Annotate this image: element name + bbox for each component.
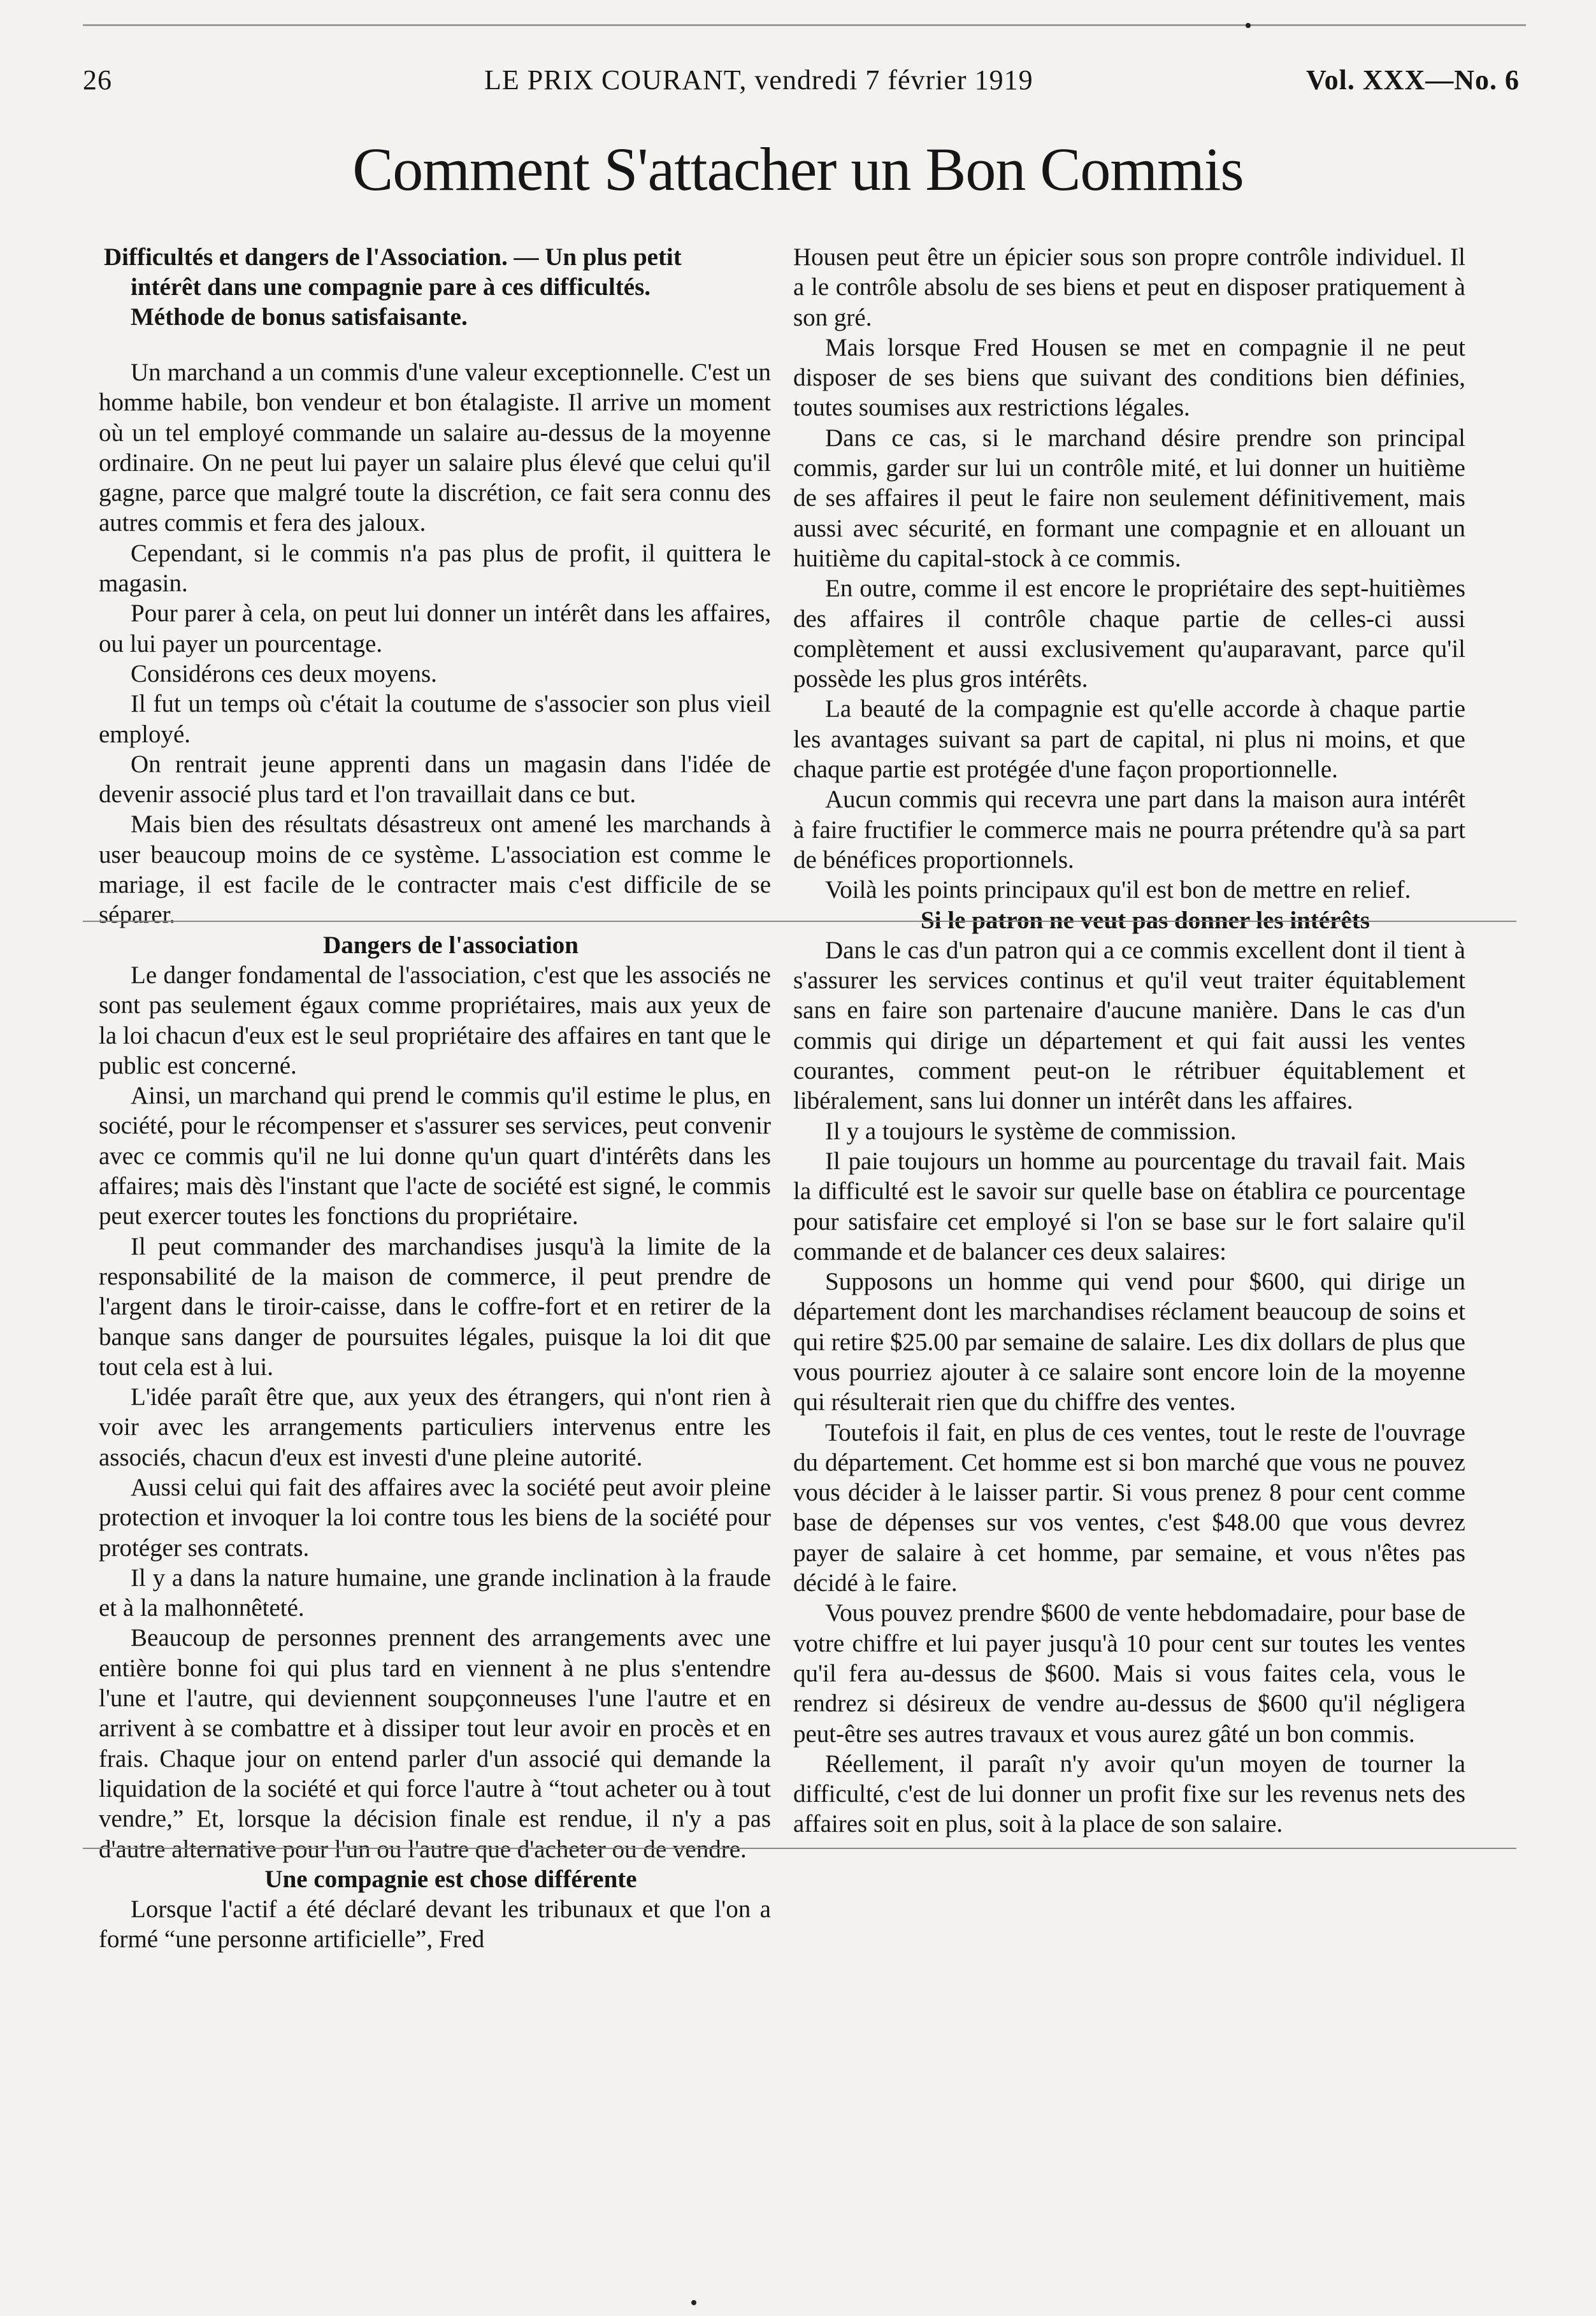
speck — [691, 2300, 696, 2305]
paragraph: Il peut commander des marchandises jusqu'à la limite de la responsabilité de la maison de commerce, il peut prendre de l'argent dans le tiroir-caisse, dans le coffre-fort et en retirer de la banque sans danger de poursuites légales, puisque la loi dit que tout cela est à lui. — [99, 1232, 771, 1381]
paragraph: Un marchand a un commis d'une valeur exceptionnelle. C'est un homme habile, bon vendeur et bon étalagiste. Il arrive un moment où un tel employé commande un salaire au-dessus de la moyenne ordinaire. On ne peut lui payer un salaire plus élevé que celui qu'il gagne, parce que malgré toute la discrétion, ce fait sera connu des autres commis et fera des jaloux. — [99, 359, 771, 537]
paragraph: En outre, comme il est encore le propriétaire des sept-huitièmes des affaires il contrôle chaque partie de celles-ci aussi complètement et aussi exclusivement qu'auparavant, parce qu'il possède les plus gros intérêts. — [793, 575, 1465, 693]
article-summary — [99, 242, 771, 332]
paragraph: Il paie toujours un homme au pourcentage du travail fait. Mais la difficulté est le savoir sur quelle base on établira ce pourcentage pour satisfaire cet employé si l'on se base sur le fort salaire qu'il commande et de balancer ces deux salaires: — [793, 1147, 1465, 1265]
speck — [1246, 23, 1251, 28]
paragraph: Aussi celui qui fait des affaires avec la société peut avoir pleine protection et invoquer la loi contre tous les biens de la société pour protéger ses contrats. — [99, 1473, 771, 1562]
summary-line: Difficultés et dangers de l'Association. — Un plus petit — [104, 243, 682, 271]
left-column — [99, 242, 771, 1955]
paragraph: On rentrait jeune apprenti dans un magasin dans l'idée de devenir associé plus tard et l'on travaillait dans ce but. — [99, 750, 771, 809]
paragraph: Voilà les points principaux qu'il est bon de mettre en relief. — [825, 876, 1411, 904]
paragraph: Cependant, si le commis n'a pas plus de profit, il quittera le magasin. — [99, 539, 771, 598]
paragraph: Le danger fondamental de l'association, c'est que les associés ne sont pas seulement égaux comme propriétaires, mais aux yeux de la loi chacun d'eux est le seul propriétaire des affaires en tant que le public est concerné. — [99, 961, 771, 1079]
section-heading: Dangers de l'association — [323, 931, 579, 959]
volume-number: Vol. XXX—No. 6 — [1305, 64, 1520, 96]
scan-crease-line — [83, 1848, 1516, 1849]
scan-crease-line — [83, 921, 1516, 922]
paragraph: Dans ce cas, si le marchand désire prendre son principal commis, garder sur lui un contrôle mité, et lui donner un huitième de ses affaires il peut le faire non seulement définitivement, mais aussi avec sécurité, en formant une compagnie et en allouant un huitième du capital-stock à ce commis. — [793, 424, 1465, 572]
top-rule — [83, 24, 1526, 26]
paragraph: La beauté de la compagnie est qu'elle accorde à chaque partie les avantages suivant sa part de capital, ni plus ni moins, et que chaque partie est protégée d'une façon proportionnelle. — [793, 695, 1465, 784]
page-number: 26 — [83, 64, 112, 96]
paragraph: Ainsi, un marchand qui prend le commis qu'il estime le plus, en société, pour le récompenser et s'assurer ses services, peut convenir avec ce commis qu'il ne lui donne qu'un quart d'intérêts dans les affaires; mais dès l'instant que l'acte de société est signé, le commis peut exercer toutes les fonctions du propriétaire. — [99, 1082, 771, 1230]
summary-line: intérêt dans une compagnie pare à ces difficultés. — [131, 273, 651, 301]
paragraph: Réellement, il paraît n'y avoir qu'un moyen de tourner la difficulté, c'est de lui donner un profit fixe sur les revenus nets des affaires soit en plus, soit à la place de son salaire. — [793, 1750, 1465, 1838]
section-heading: Si le patron ne veut pas donner les intérêts — [921, 906, 1370, 934]
paragraph: Il fut un temps où c'était la coutume de s'associer son plus vieil employé. — [99, 690, 771, 748]
paragraph: Il y a toujours le système de commission. — [825, 1117, 1237, 1145]
running-head: LE PRIX COURANT, vendredi 7 février 1919 — [484, 64, 1033, 96]
paragraph: Mais lorsque Fred Housen se met en compagnie il ne peut disposer de ses biens que suivant des conditions bien définies, toutes soumises aux restrictions légales. — [793, 333, 1465, 422]
summary-line: Méthode de bonus satisfaisante. — [131, 303, 468, 331]
paragraph: Dans le cas d'un patron qui a ce commis excellent dont il tient à s'assurer les services continus et qu'il veut traiter équitablement sans en faire son partenaire d'aucune manière. Dans le cas d'un commis qui dirige un département et qui fait aussi les ventes courantes, comment peut-on le rétribuer équitablement et libéralement, sans lui donner un intérêt dans les affaires. — [793, 936, 1465, 1115]
page-header — [83, 64, 1520, 108]
paragraph: Toutefois il fait, en plus de ces ventes, tout le reste de l'ouvrage du département. Cet homme est si bon marché que vous ne pouvez vous décider à le laisser partir. Si vous prenez 8 pour cent comme base de dépenses sur vos ventes, c'est $48.00 que vous devrez payer de salaire à cet homme, par semaine, et vous n'êtes pas décidé à le faire. — [793, 1418, 1465, 1597]
paragraph: Mais bien des résultats désastreux ont amené les marchands à user beaucoup moins de ce système. L'association est comme le mariage, il est facile de le contracter mais c'est difficile de se séparer. — [99, 810, 771, 929]
paragraph: Lorsque l'actif a été déclaré devant les tribunaux et que l'on a formé “une personne artificielle”, Fred — [99, 1895, 771, 1953]
paragraph: Housen peut être un épicier sous son propre contrôle individuel. Il a le contrôle absolu de ses biens et peut en disposer pratiquement à son gré. — [793, 243, 1465, 331]
paragraph: Il y a dans la nature humaine, une grande inclination à la fraude et à la malhonnêteté. — [99, 1564, 771, 1622]
section-heading: Une compagnie est chose différente — [264, 1865, 637, 1893]
article-title: Comment S'attacher un Bon Commis — [352, 135, 1244, 203]
paragraph: L'idée paraît être que, aux yeux des étrangers, qui n'ont rien à voir avec les arrangements particuliers intervenus entre les associés, chacun d'eux est investi d'une pleine autorité. — [99, 1383, 771, 1471]
paragraph: Aucun commis qui recevra une part dans la maison aura intérêt à faire fructifier le commerce mais ne pourra prétendre qu'à sa part de bénéfices proportionnels. — [793, 786, 1465, 874]
paragraph: Supposons un homme qui vend pour $600, qui dirige un département dont les marchandises réclament beaucoup de soins et qui retire $25.00 par semaine de salaire. Les dix dollars de plus que vous pourriez ajouter à ce salaire sont encore loin de la moyenne qui résulterait rien que du chiffre des ventes. — [793, 1268, 1465, 1416]
paragraph: Considérons ces deux moyens. — [131, 659, 437, 687]
paragraph: Beaucoup de personnes prennent des arrangements avec une entière bonne foi qui plus tard en viennent à ne plus s'entendre l'une et l'autre, qui deviennent soupçonneuses l'une l'autre et en arrivent à se combattre et à dissiper tout leur avoir en procès et en frais. Chaque jour on entend parler d'un associé qui demande la liquidation de la société et qui force l'autre à “tout acheter ou à tout vendre,” Et, lorsque la décision finale est rendue, il n'y a pas d'autre alternative pour l'un ou l'autre que d'acheter ou de vendre. — [99, 1624, 771, 1863]
paragraph: Vous pouvez prendre $600 de vente hebdomadaire, pour base de votre chiffre et lui payer jusqu'à 10 pour cent sur toutes les ventes qu'il fera au-dessus de $600. Mais si vous faites cela, vous le rendrez si désireux de vendre au-dessus de $600 qu'il négligera peut-être ses autres travaux et vous aurez gâté un bon commis. — [793, 1599, 1465, 1748]
right-column — [793, 242, 1465, 1839]
paragraph: Pour parer à cela, on peut lui donner un intérêt dans les affaires, ou lui payer un pourcentage. — [99, 600, 771, 658]
